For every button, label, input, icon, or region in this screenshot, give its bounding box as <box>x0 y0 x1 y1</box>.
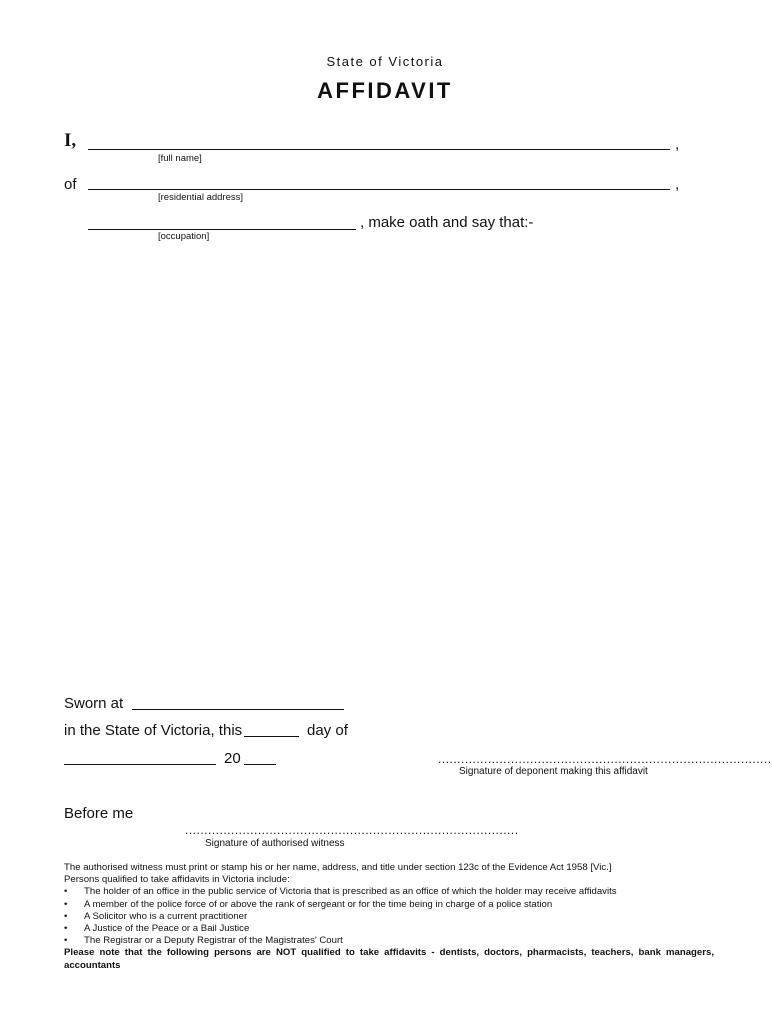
state-this-label: in the State of Victoria, this <box>64 722 243 739</box>
year-field[interactable] <box>244 764 276 765</box>
occupation-field[interactable] <box>88 229 356 230</box>
day-of-label: day of <box>307 722 348 739</box>
state-heading: State of Victoria <box>326 54 444 69</box>
bullet-icon: • <box>64 886 68 898</box>
oath-text: , make oath and say that:- <box>360 214 534 231</box>
day-field[interactable] <box>244 736 299 737</box>
full-name-field[interactable] <box>88 149 670 150</box>
document-title: AFFIDAVIT <box>317 78 453 103</box>
i-label: I, <box>64 130 77 151</box>
bullet-icon: • <box>64 935 68 947</box>
address-comma: , <box>675 176 680 193</box>
year-prefix: 20 <box>224 750 241 767</box>
occupation-hint: [occupation] <box>158 231 210 242</box>
bullet-icon: • <box>64 910 68 922</box>
list-item: • The holder of an office in the public service of Victoria that is prescribed as an office of which the holder may receive affidavits <box>64 886 617 898</box>
witness-notes <box>64 862 714 972</box>
of-label: of <box>64 176 77 193</box>
list-item: • A member of the police force of or above the rank of sergeant or for the time being in charge of a police station <box>64 898 553 910</box>
notes-line-2: Persons qualified to take affidavits in Victoria include: <box>64 874 290 886</box>
list-item: • The Registrar or a Deputy Registrar of the Magistrates' Court <box>64 935 343 947</box>
sworn-at-field[interactable] <box>132 709 344 710</box>
witness-signature-line[interactable]: ....................................................................................... <box>185 823 519 837</box>
list-item: • A Solicitor who is a current practitioner <box>64 910 248 922</box>
witness-signature-caption: Signature of authorised witness <box>205 838 345 849</box>
month-field[interactable] <box>64 764 216 765</box>
sworn-at-label: Sworn at <box>64 695 124 712</box>
qualified-persons-list <box>64 886 714 947</box>
deponent-signature-line[interactable]: ....................................................................................... <box>438 752 772 766</box>
statement-area[interactable] <box>64 250 714 680</box>
notes-line-1: The authorised witness must print or stamp his or her name, address, and title under section 123c of the Evidence Act 1958 [Vic.] <box>64 862 612 873</box>
deponent-signature-caption: Signature of deponent making this affidavit <box>459 766 648 777</box>
bullet-icon: • <box>64 898 68 910</box>
bullet-icon: • <box>64 923 68 935</box>
full-name-hint: [full name] <box>158 153 202 164</box>
residential-address-field[interactable] <box>88 189 670 190</box>
not-qualified-warning: Please note that the following persons are NOT qualified to take affidavits - dentists, doctors, pharmacists, teachers, bank managers, accountants <box>64 947 714 971</box>
list-item: • A Justice of the Peace or a Bail Justice <box>64 923 250 935</box>
before-me-label: Before me <box>64 805 134 822</box>
address-hint: [residential address] <box>158 192 244 203</box>
full-name-comma: , <box>675 136 680 153</box>
